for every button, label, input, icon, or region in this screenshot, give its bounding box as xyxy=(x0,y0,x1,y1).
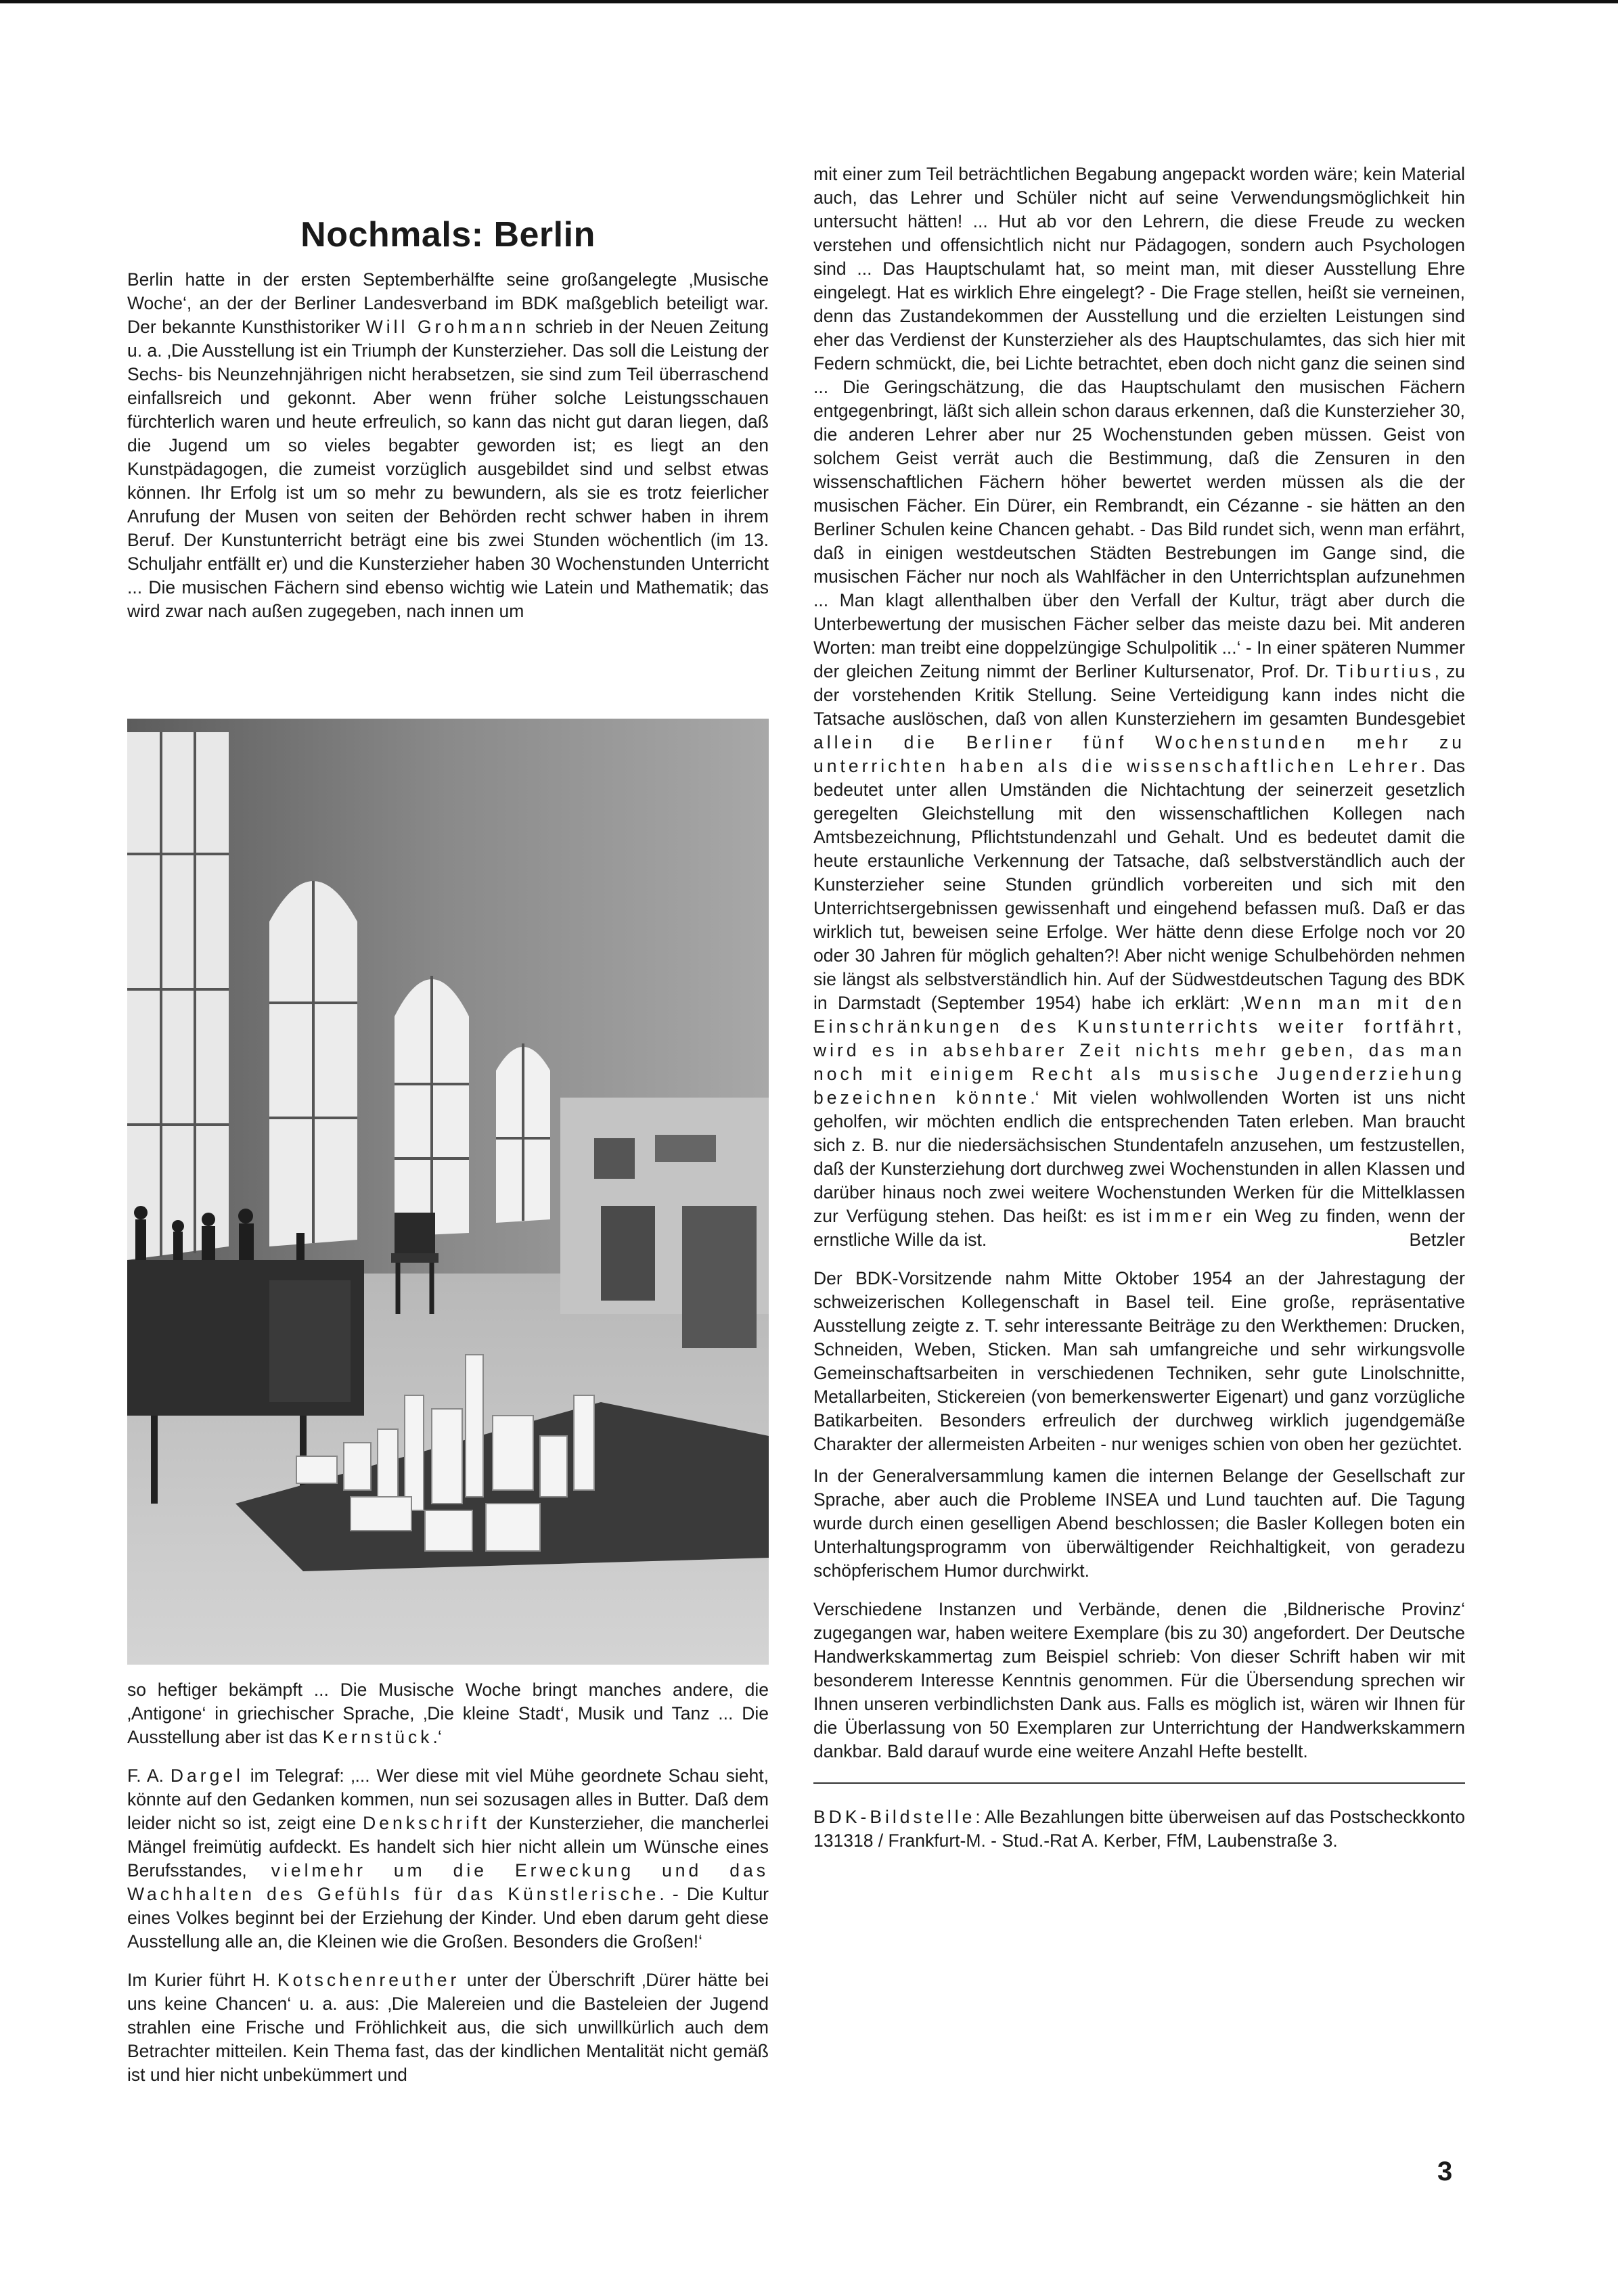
spaced-phrase-gefuehl: vielmehr um die Erweckung und das Wachhalten des Gefühls für das Künstlerische xyxy=(127,1860,769,1904)
paragraph-generalversammlung: In der Generalversammlung kamen die internen Belange der Gesellschaft zur Sprache, aber auch die Probleme INSEA und Lund tauchten auf. Die Tagung wurde durch einen geselligen Abend beschlossen; die Basler Kollegen boten ein Unterhaltungsprogramm von überwältigender Reichhaltigkeit, von geradezu schöpferischem Humor durchwirkt. xyxy=(813,1466,1465,1581)
section-divider xyxy=(813,1782,1465,1784)
paragraph-bildnerische-provinz: Verschiedene Instanzen und Verbände, denen die ‚Bildnerische Provinz‘ zugegangen war, haben weitere Exemplare (bis zu 30) angefordert. Der Deutsche Handwerkskammertag zum Beispiel schrieb: Von dieser Schrift haben wir mit besonderem Interesse Kenntnis genommen. Für die Übersendung sprechen wir Ihnen unseren verbindlichsten Dank aus. Falls es möglich ist, wären wir Ihnen für die Überlassung von 50 Exemplaren zur Unterrichtung der Handwerkskammern dankbar. Bald darauf wurde eine weitere Anzahl Hefte bestellt. xyxy=(813,1599,1465,1761)
paragraph-bildstelle: BDK-Bildstelle: Alle Bezahlungen bitte überweisen auf das Postscheckkonto 131318 / Frankfurt-M. - Stud.-Rat A. Kerber, FfM, Laubenstraße 3. xyxy=(813,1807,1465,1851)
spaced-name-kotschenreuther: Kotschenreuther xyxy=(277,1970,460,1990)
page-title: Nochmals: Berlin xyxy=(300,215,595,254)
paragraph-berlin-intro: Berlin hatte in der ersten Septemberhälfte seine großangelegte ‚Musische Woche‘, an der der Berliner Landesverband im BDK maßgeblich beteiligt war. Der bekannte Kunsthistoriker Will Grohmann schrieb in der Neuen Zeitung u. a. ‚Die Ausstellung ist ein Triumph der Kunsterzieher. Das soll die Leistung der Sechs- bis Neunzehnjährigen nicht herabsetzen, sie sind zum Teil überraschend einfallsreich und gekonnt. Aber wenn früher solche Leistungsschauen fürchterlich waren und heute erfreulich, so kann das nicht gut daran liegen, daß die Jugend um so vieles begabter geworden ist; es liegt an den Kunstpädagogen, die zumeist vorzüglich ausgebildet sind und selbst etwas können. Ihr Erfolg ist um so mehr zu bewundern, als sie es trotz feierlicher Anrufung der Musen von seiten der Behörden recht schwer haben in ihrem Beruf. Der Kunstunterricht beträgt eine bis zwei Stunden wöchentlich (im 13. Schuljahr entfällt er) und die Kunsterzieher haben 30 Wochenstunden Unterricht ... Die musischen Fächern sind ebenso wichtig wie Latein und Mathematik; das wird zwar nach außen zugegeben, nach innen um xyxy=(127,269,769,621)
paragraph-duerer-quote: mit einer zum Teil beträchtlichen Begabung angepackt worden wäre; kein Material auch, das Lehrer und Schüler nicht auf seine Verwendungsmöglichkeit hin untersucht hätten! ... Hut ab vor den Lehrern, die diese Freude zu wecken verstehen und offensichtlich nicht nur Pädagogen, sondern auch Psychologen sind ... Das Hauptschulamt hat, so meint man, mit dieser Ausstellung Ehre eingelegt. Hat es wirklich Ehre eingelegt? - Die Frage stellen, heißt sie verneinen, denn das Zustandekommen der Ausstellung und die erzielten Leistungen sind eher das Verdienst der Kunsterzieher als des Hauptschulamtes, das sich hier mit Federn schmückt, die, bei Lichte betrachtet, eben doch nicht ganz die seinen sind ... Die Geringschätzung, die das Hauptschulamt den musischen Fächern entgegenbringt, läßt sich allein schon daraus erkennen, daß die Kunsterzieher 30, die anderen Lehrer aber nur 25 Wochenstunden geben müssen. Geist von solchem Geist verrät auch die Bestimmung, daß die Zensuren in den wissenschaftlichen Fächern höher bewertet werden müssen als die der musischen Fächer. Ein Dürer, ein Rembrandt, ein Cézanne - sie hätten an den Berliner Schulen keine Chancen gehabt. - Das Bild rundet sich, wenn man erfährt, daß in einigen westdeutschen Städten Bestrebungen im Gange sind, die musischen Fächer nur noch als Wahlfächer in den Unterrichtsplan aufzunehmen ... Man klagt allenthalben über den Verfall der Kultur, trägt aber durch die Unterbewertung der musischen Fächer selber das meiste dazu bei. Mit anderen Worten: man treibt eine doppelzüngige Schulpolitik ...‘ - In einer späteren Nummer der gleichen Zeitung nimmt der Berliner Kultursenator, Prof. Dr. Tiburtius, zu der vorstehenden Kritik Stellung. Seine Verteidigung kann indes nicht die Tatsache auslöschen, daß von allen Kunsterziehern im gesamten Bundesgebiet allein die Berliner fünf Wochenstunden mehr zu unterrichten haben als die wissenschaftlichen Lehrer. Das bedeutet unter allen Umständen die Nichtachtung der seinerzeit gesetzlich geregelten Gleichstellung mit den wissenschaftlichen Kollegen nach Amtsbezeichnung, Pflichtstundenzahl und Gehalt. Und es bedeutet damit die heute erstaunliche Verkennung der Tatsache, daß selbstverständlich auch der Kunsterzieher seine Stunden gründlich vorbereiten und sich mit den Unterrichtsergebnissen gewissenhaft und eingehend befassen muß. Daß er das wirklich tut, beweisen seine Erfolge. Wer hätte denn diese Erfolge noch vor 20 oder 30 Jahren für möglich gehalten?! Aber nicht wenige Schulbehörden nehmen sie längst als selbstverständlich hin. Auf der Südwestdeutschen Tagung des BDK in Darmstadt (September 1954) habe ich erklärt: ‚Wenn man mit den Einschränkungen des Kunstunterrichts weiter fortfährt, wird es in absehbarer Zeit nichts mehr geben, das man noch mit einigem Recht als musische Jugenderziehung bezeichnen könnte.‘ Mit vielen wohlwollenden Worten ist uns nicht geholfen, wir möchten endlich die entsprechenden Taten erleben. Man braucht sich z. B. nur die niedersächsischen Stundentafeln anzusehen, um festzustellen, daß der Kunsterziehung dort durchweg zwei Wochenstunden in allen Klassen und darüber hinaus noch zwei weitere Wochenstunden Werken für die Mittelklassen zur Verfügung stehen. Das heißt: es ist immer ein Weg zu finden, wenn der ernstliche Wille da ist. Betzler xyxy=(813,162,1465,1252)
spaced-word-bildstelle: BDK-Bildstelle xyxy=(813,1807,976,1827)
spaced-word-kernstueck: Kernstück xyxy=(322,1727,433,1747)
spaced-phrase-darmstadt-quote: Wenn man mit den Einschränkungen des Kunstunterrichts weiter fortfährt, wird es in absehbarer Zeit nichts mehr geben, das man noch mit einigem Recht als musische Jugenderziehung bezeichnen könnte xyxy=(813,993,1465,1108)
spaced-name-grohmann: Will Grohmann xyxy=(365,317,530,337)
left-column-bottom xyxy=(127,1678,769,2102)
exhibition-hall-photo xyxy=(127,719,769,1665)
spaced-name-tiburtius: Tiburtius xyxy=(1335,661,1435,681)
paragraph-basel-tagung: Der BDK-Vorsitzende nahm Mitte Oktober 1954 an der Jahrestagung der schweizerischen Kollegenschaft in Basel teil. Eine große, repräsentative Ausstellung zeigte z. T. sehr interessante Beiträge zu den Werkthemen: Drucken, Schneiden, Weben, Sticken. Man sah umfangreiche und sehr wirkungsvolle Gemeinschaftsarbeiten in verschiedenen Techniken, sehr gute Linolschnitte, Metallarbeiten, Stickereien (von bemerkenswerter Eigenart) und ganz vorzügliche Batikarbeiten. Besonders erfreulich der durchweg wirklich jugendgemäße Charakter der allermeisten Arbeiten - nur weniges schien von oben her gezüchtet. xyxy=(813,1268,1465,1454)
top-rule xyxy=(0,0,1618,3)
paragraph-dargel: F. A. Dargel im Telegraf: ‚... Wer diese mit viel Mühe geordnete Schau sieht, könnte auf den Gedanken kommen, nun sei sozusagen alles in Butter. Daß dem leider nicht so ist, zeigt eine Denkschrift der Kunsterzieher, die mancherlei Mängel freimütig aufdeckt. Es handelt sich hier nicht allein um Wünsche eines Berufsstandes, vielmehr um die Erweckung und das Wachhalten des Gefühls für das Künstlerische. - Die Kultur eines Volkes beginnt bei der Erziehung der Kinder. Und eben darum geht diese Ausstellung alle an, die Kleinen wie die Großen. Besonders die Großen!‘ xyxy=(127,1765,769,1952)
spaced-name-dargel: Dargel xyxy=(170,1765,244,1786)
spaced-phrase-fuenf-wochenstunden: allein die Berliner fünf Wochenstunden mehr zu unterrichten haben als die wissenschaftlichen Lehrer xyxy=(813,732,1465,776)
spaced-word-denkschrift: Denkschrift xyxy=(363,1813,490,1833)
left-column-top xyxy=(127,268,769,638)
author-signature: Betzler xyxy=(1409,1230,1465,1250)
right-column xyxy=(813,162,1465,1868)
paragraph-musische-woche: so heftiger bekämpft ... Die Musische Woche bringt manches andere, die ‚Antigone‘ in griechischer Sprache, ‚Die kleine Stadt‘, Musik und Tanz ... Die Ausstellung aber ist das Kernstück.‘ xyxy=(127,1680,769,1747)
page-number: 3 xyxy=(1437,2157,1453,2186)
spaced-word-immer: immer xyxy=(1148,1206,1215,1226)
paragraph-kotschenreuther: Im Kurier führt H. Kotschenreuther unter der Überschrift ‚Dürer hätte bei uns keine Chancen‘ u. a. aus: ‚Die Malereien und die Basteleien der Jugend strahlen eine Frische und Fröhlichkeit aus, die sich unwillkürlich auch dem Betrachter mitteilen. Kein Thema fast, das der kindlichen Mentalität nicht gemäß ist und hier nicht unbekümmert und xyxy=(127,1970,769,2085)
